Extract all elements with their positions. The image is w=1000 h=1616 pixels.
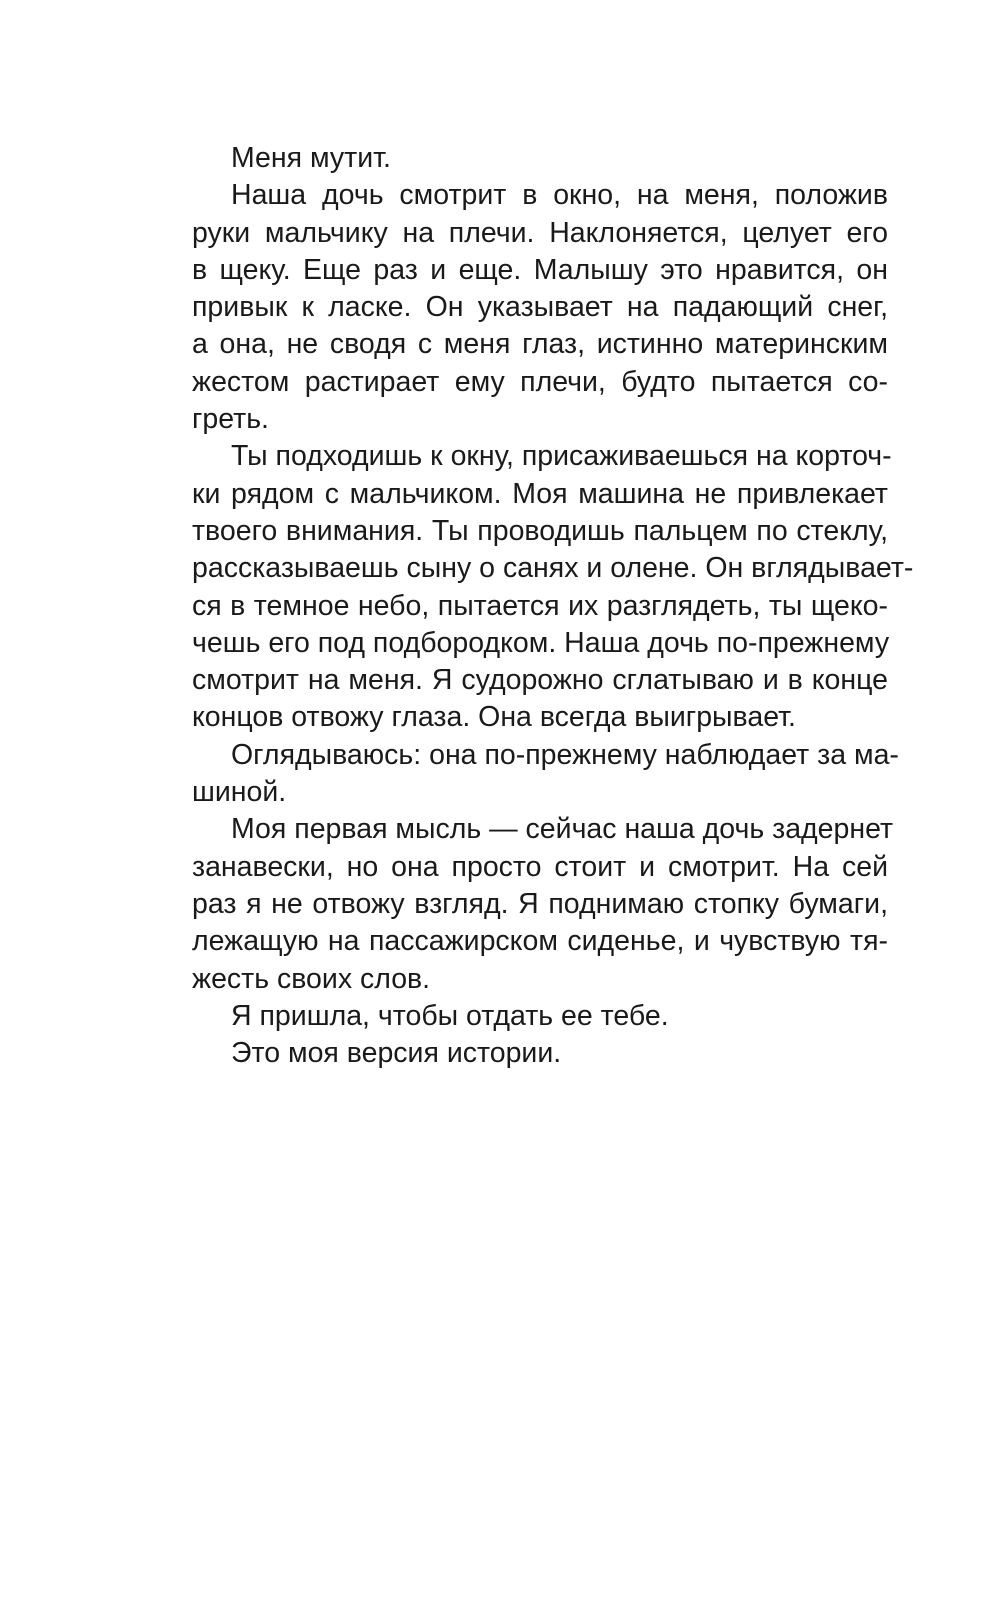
text-line: жестом растирает ему плечи, будто пытается со- (192, 365, 888, 398)
paragraph-7 (192, 1035, 888, 1072)
text-line: концов отвожу глаза. Она всегда выигрывает. (192, 701, 796, 734)
text-line: в щеку. Еще раз и еще. Малышу это нравится, он (192, 253, 888, 286)
text-line: чешь его под подбородком. Наша дочь по-прежнему (192, 626, 890, 659)
paragraph-1 (192, 140, 888, 177)
text-line: греть. (192, 403, 269, 436)
text-line: Ты подходишь к окну, присаживаешься на корточ- (231, 440, 892, 473)
text-line: Меня мутит. (231, 142, 391, 174)
paragraph-4 (192, 737, 899, 812)
text-line: занавески, но она просто стоит и смотрит. На сей (192, 850, 888, 883)
paragraph-3 (192, 438, 914, 736)
text-line: жесть своих слов. (192, 962, 431, 995)
text-line: рассказываешь сыну о санях и олене. Он вглядывает- (192, 552, 914, 585)
text-line: Моя первая мысль — сейчас наша дочь задернет (231, 813, 894, 846)
text-line: а она, не сводя с меня глаз, истинно материнским (192, 328, 888, 361)
text-line: руки мальчику на плечи. Наклоняется, целует его (192, 216, 888, 249)
text-line: твоего внимания. Ты проводишь пальцем по стеклу, (192, 514, 888, 547)
text-line: ся в темное небо, пытается их разглядеть, ты щеко- (192, 589, 888, 622)
text-line: Это моя версия истории. (231, 1037, 562, 1070)
text-line: лежащую на пассажирском сиденье, и чувствую тя- (192, 925, 888, 958)
paragraph-6 (192, 998, 888, 1035)
text-line: Оглядываюсь: она по-прежнему наблюдает за ма- (231, 738, 899, 771)
paragraph-5 (192, 811, 894, 997)
text-line: раз я не отвожу взгляд. Я поднимаю стопку бумаги, (192, 887, 888, 920)
text-line: привык к ласке. Он указывает на падающий снег, (192, 291, 888, 324)
text-line: Наша дочь смотрит в окно, на меня, положив (231, 179, 888, 212)
paragraph-2 (192, 177, 888, 438)
text-line: Я пришла, чтобы отдать ее тебе. (231, 999, 669, 1032)
book-page (192, 140, 914, 1072)
text-line: ки рядом с мальчиком. Моя машина не привлекает (192, 477, 888, 510)
text-line: шиной. (192, 776, 287, 809)
text-line: смотрит на меня. Я судорожно сглатываю и в конце (192, 664, 888, 697)
